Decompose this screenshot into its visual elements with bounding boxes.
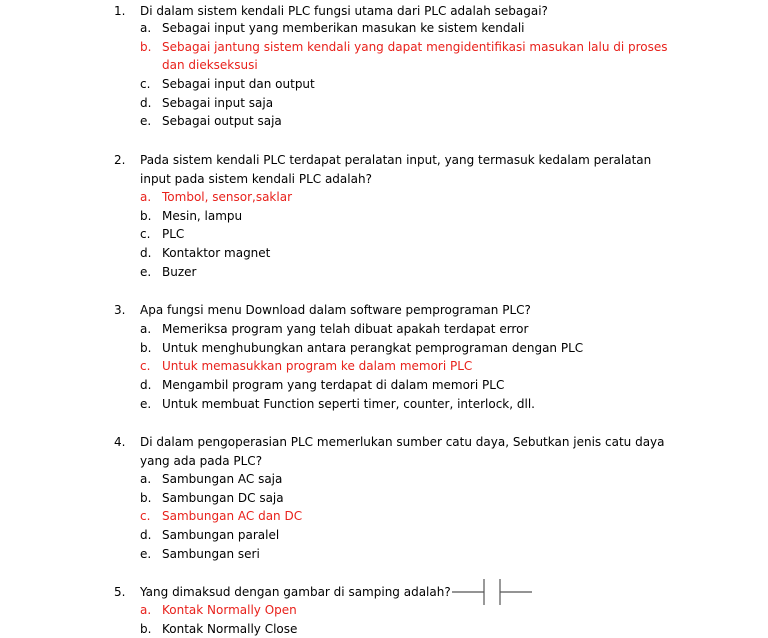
option-3a[interactable] [0,320,768,339]
option-4b[interactable] [0,489,768,508]
option-label: c. [140,77,151,92]
option-label: e. [140,546,152,561]
option-4a[interactable] [0,470,768,489]
option-text: Kontak Normally Open [162,603,297,617]
option-label: e. [140,114,152,129]
option-label: a. [140,472,152,486]
option-label: b. [140,621,152,636]
question-text: Di dalam pengoperasian PLC memerlukan sumber catu daya, Sebutkan jenis catu daya yang ada pada PLC? [140,435,665,468]
option-label: e. [140,264,152,279]
option-1b-correct[interactable] [0,38,768,75]
option-label: e. [140,396,152,411]
question-number: 4. [114,435,126,449]
option-label: d. [140,95,152,110]
question-text: Di dalam sistem kendali PLC fungsi utama dari PLC adalah sebagai? [140,4,548,18]
option-label: a. [140,21,152,35]
option-1e[interactable] [0,112,768,131]
option-2b[interactable] [0,207,768,226]
option-label: b. [140,490,152,505]
option-text: Sebagai jantung sistem kendali yang dapat mengidentifikasi masukan lalu di proses dan diekseksusi [162,39,668,73]
option-2c[interactable] [0,225,768,244]
option-2e[interactable] [0,263,768,282]
question-text: Apa fungsi menu Download dalam software pemprograman PLC? [140,303,531,317]
option-label: b. [140,39,152,54]
option-text: Sambungan AC dan DC [162,509,303,524]
options-1 [0,19,768,131]
question-text: Yang dimaksud dengan gambar di samping adalah? [140,585,451,599]
option-text: Untuk memasukkan program ke dalam memori PLC [162,359,473,374]
options-5 [0,601,768,638]
option-label: b. [140,208,152,223]
option-3d[interactable] [0,376,768,395]
options-3 [0,320,768,413]
option-text: Memeriksa program yang telah dibuat apakah terdapat error [162,322,529,336]
option-text: Mengambil program yang terdapat di dalam memori PLC [162,378,505,393]
question-number: 5. [114,585,126,599]
question-number: 2. [114,153,126,167]
option-label: d. [140,246,152,261]
option-1a[interactable] [0,19,768,38]
option-2a-correct[interactable] [0,188,768,207]
option-text: Sambungan paralel [162,528,280,543]
question-number: 3. [114,303,126,317]
option-label: c. [140,359,151,374]
option-text: Sebagai input dan output [162,77,315,92]
option-4e[interactable] [0,545,768,564]
option-5a-correct[interactable] [0,601,768,620]
options-2 [0,188,768,281]
option-text: Sebagai input yang memberikan masukan ke sistem kendali [162,21,525,35]
option-1d[interactable] [0,94,768,113]
option-5b[interactable] [0,620,768,638]
question-text: Pada sistem kendali PLC terdapat peralatan input, yang termasuk kedalam peralatan input pada sistem kendali PLC adalah? [140,153,652,186]
option-3e[interactable] [0,395,768,414]
option-text: Tombol, sensor,saklar [162,190,293,204]
option-label: a. [140,603,152,617]
options-4 [0,470,768,563]
option-text: Sebagai input saja [162,95,274,110]
option-text: Sebagai output saja [162,114,282,129]
question-number: 1. [114,4,126,18]
option-3b[interactable] [0,339,768,358]
option-4d[interactable] [0,526,768,545]
option-text: Kontak Normally Close [162,621,298,636]
option-text: Sambungan DC saja [162,490,284,505]
option-text: Untuk menghubungkan antara perangkat pemprograman dengan PLC [162,340,584,355]
option-label: a. [140,322,152,336]
option-text: Kontaktor magnet [162,246,271,261]
option-2d[interactable] [0,244,768,263]
option-text: Sambungan AC saja [162,472,283,486]
option-1c[interactable] [0,75,768,94]
option-label: b. [140,340,152,355]
option-label: d. [140,528,152,543]
option-label: a. [140,190,152,204]
option-text: Sambungan seri [162,546,260,561]
option-text: Untuk membuat Function seperti timer, counter, interlock, dll. [162,396,535,411]
option-text: PLC [162,227,185,242]
option-label: c. [140,227,151,242]
option-text: Buzer [162,264,197,279]
option-3c-correct[interactable] [0,357,768,376]
option-text: Mesin, lampu [162,208,243,223]
option-label: c. [140,509,151,524]
option-4c-correct[interactable] [0,507,768,526]
option-label: d. [140,378,152,393]
